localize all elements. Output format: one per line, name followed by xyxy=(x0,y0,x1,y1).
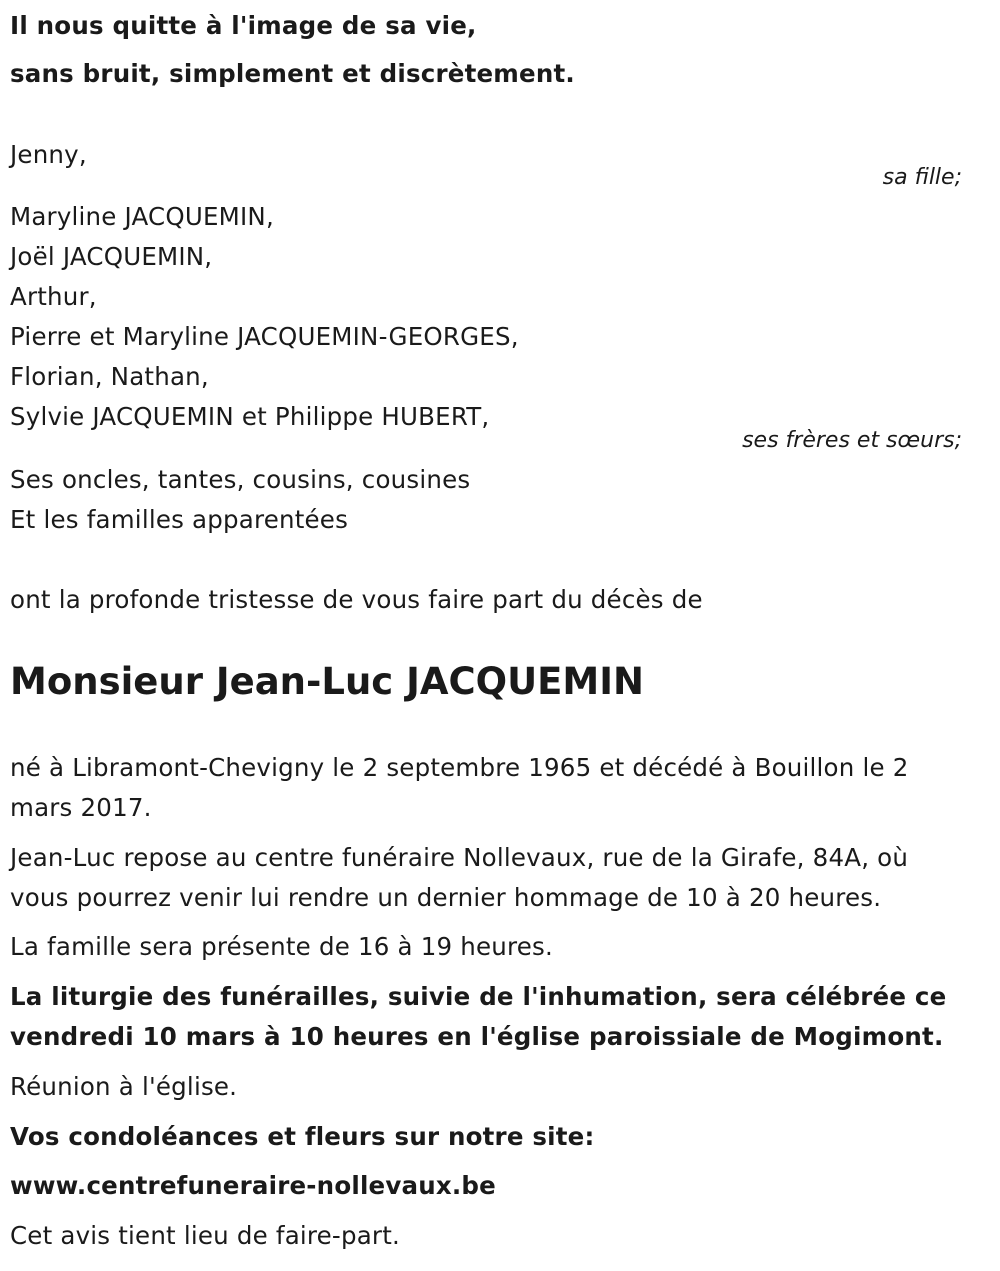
closing-text: Cet avis tient lieu de faire-part. xyxy=(10,1221,400,1250)
epigraph-line-1: Il nous quitte à l'image de sa vie, xyxy=(10,11,477,40)
deceased-name: Monsieur Jean-Luc JACQUEMIN xyxy=(10,660,644,703)
birth-death-line-1: né à Libramont-Chevigny le 2 septembre 1965 et décédé à Bouillon le 2 xyxy=(10,753,909,782)
family-presence: La famille sera présente de 16 à 19 heures. xyxy=(10,932,553,961)
announcement-text: ont la profonde tristesse de vous faire part du décès de xyxy=(10,585,703,614)
sibling-line: Florian, Nathan, xyxy=(10,362,209,391)
relatives-line: Ses oncles, tantes, cousins, cousines xyxy=(10,465,471,494)
epigraph-line-2: sans bruit, simplement et discrètement. xyxy=(10,59,575,88)
website-link[interactable]: www.centrefuneraire-nollevaux.be xyxy=(10,1171,496,1200)
birth-death-line-2: mars 2017. xyxy=(10,793,152,822)
sibling-line: Joël JACQUEMIN, xyxy=(10,242,213,271)
reunion-text: Réunion à l'église. xyxy=(10,1072,238,1101)
siblings-relation: ses frères et sœurs; xyxy=(742,428,962,453)
repose-line-1: Jean-Luc repose au centre funéraire Nollevaux, rue de la Girafe, 84A, où xyxy=(10,843,909,872)
sibling-line: Sylvie JACQUEMIN et Philippe HUBERT, xyxy=(10,402,490,431)
funeral-line-2: vendredi 10 mars à 10 heures en l'église paroissiale de Mogimont. xyxy=(10,1022,944,1051)
sibling-line: Pierre et Maryline JACQUEMIN-GEORGES, xyxy=(10,322,519,351)
repose-line-2: vous pourrez venir lui rendre un dernier hommage de 10 à 20 heures. xyxy=(10,883,882,912)
sibling-line: Arthur, xyxy=(10,282,97,311)
sibling-line: Maryline JACQUEMIN, xyxy=(10,202,274,231)
daughter-relation: sa fille; xyxy=(882,165,962,190)
daughter-name: Jenny, xyxy=(10,140,87,169)
condolences-text: Vos condoléances et fleurs sur notre site: xyxy=(10,1122,595,1151)
funeral-line-1: La liturgie des funérailles, suivie de l'inhumation, sera célébrée ce xyxy=(10,982,947,1011)
relatives-line: Et les familles apparentées xyxy=(10,505,349,534)
